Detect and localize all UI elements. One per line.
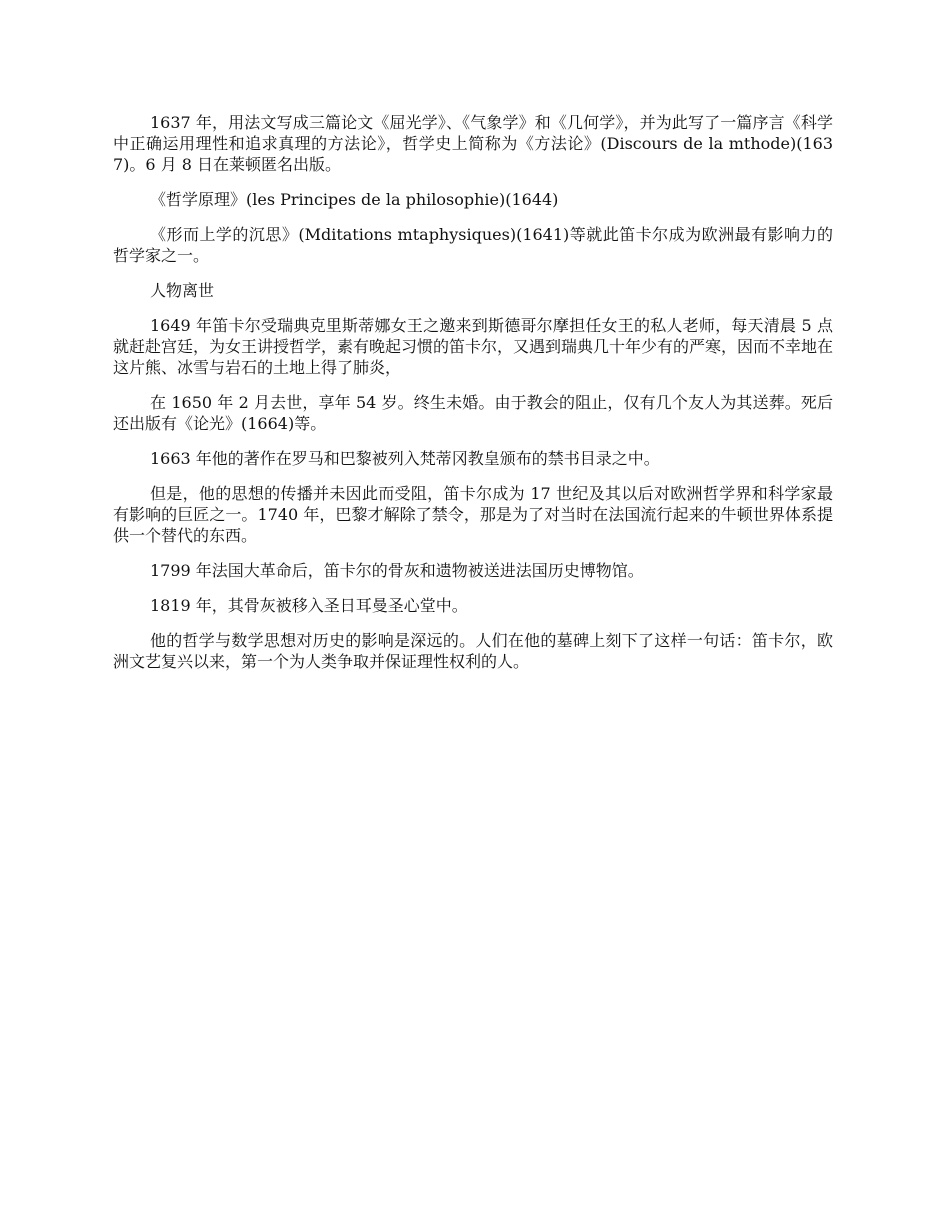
paragraph-principles: 《哲学原理》(les Principes de la philosophie)(1644): [150, 190, 559, 209]
paragraph-epitaph: 他的哲学与数学思想对历史的影响是深远的。人们在他的墓碑上刻下了这样一句话：笛卡尔，欧洲文艺复兴以来，第一个为人类争取并保证理性权利的人。: [113, 631, 833, 671]
paragraph-influence: 但是，他的思想的传播并未因此而受阻，笛卡尔成为 17 世纪及其以后对欧洲哲学界和科学家最有影响的巨匠之一。1740 年，巴黎才解除了禁令，那是为了对当时在法国流行起来的牛顿世界体系提供一个替代的东西。: [113, 484, 833, 545]
paragraph-1637-treatises: 1637 年，用法文写成三篇论文《屈光学》、《气象学》和《几何学》，并为此写了一篇序言《科学中正确运用理性和追求真理的方法论》，哲学史上简称为《方法论》(Discours de la mthode)(1637)。6 月 8 日在莱顿匿名出版。: [113, 113, 833, 174]
document-body: [113, 112, 833, 686]
section-heading-death: 人物离世: [150, 281, 215, 300]
paragraph-1663-ban: 1663 年他的著作在罗马和巴黎被列入梵蒂冈教皇颁布的禁书目录之中。: [150, 449, 660, 468]
paragraph-1650-death: 在 1650 年 2 月去世，享年 54 岁。终生未婚。由于教会的阻止，仅有几个友人为其送葬。死后还出版有《论光》(1664)等。: [113, 393, 833, 433]
paragraph-1819-relocation: 1819 年，其骨灰被移入圣日耳曼圣心堂中。: [150, 596, 468, 615]
paragraph-meditations: 《形而上学的沉思》(Mditations mtaphysiques)(1641)等就此笛卡尔成为欧洲最有影响力的哲学家之一。: [113, 225, 833, 265]
paragraph-1799-museum: 1799 年法国大革命后，笛卡尔的骨灰和遗物被送进法国历史博物馆。: [150, 561, 644, 580]
paragraph-1649-sweden: 1649 年笛卡尔受瑞典克里斯蒂娜女王之邀来到斯德哥尔摩担任女王的私人老师，每天清晨 5 点就赶赴宫廷，为女王讲授哲学，素有晚起习惯的笛卡尔，又遇到瑞典几十年少有的严寒，因而不幸地在这片熊、冰雪与岩石的土地上得了肺炎，: [113, 316, 834, 377]
